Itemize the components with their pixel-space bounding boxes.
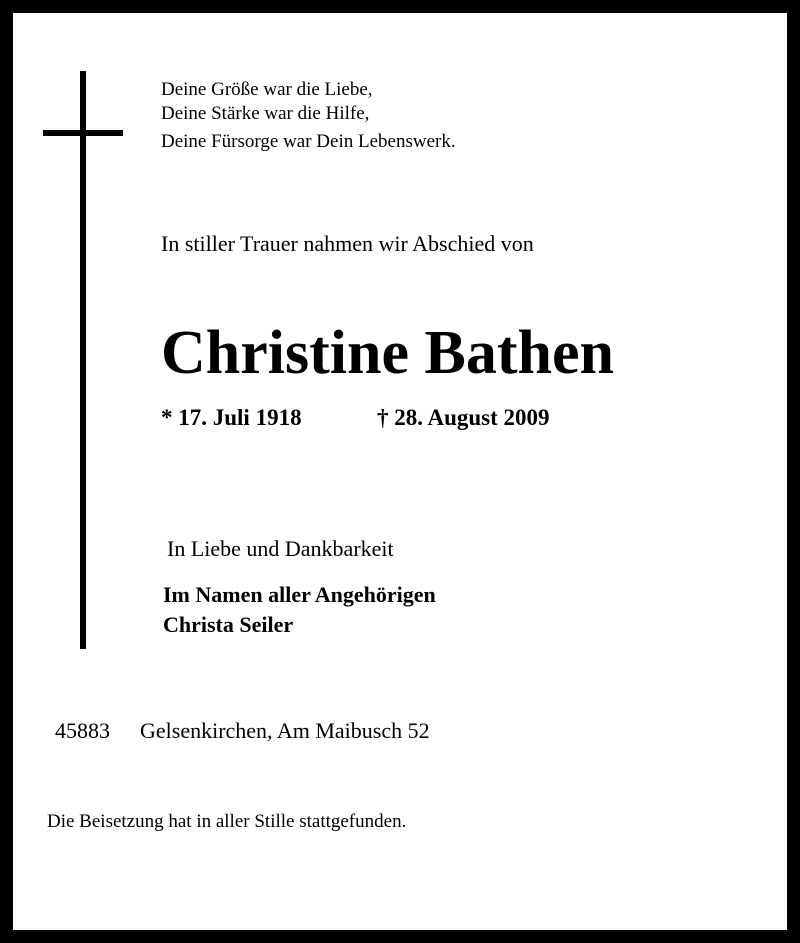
- cross-icon-bar: [43, 130, 123, 136]
- address-street: Gelsenkirchen, Am Maibusch 52: [140, 718, 430, 743]
- closing-text: In Liebe und Dankbarkeit: [167, 536, 394, 561]
- verse-line-2: Deine Stärke war die Hilfe,: [161, 103, 370, 124]
- cross-icon: [80, 71, 86, 649]
- burial-note: Die Beisetzung hat in aller Stille stattgefunden.: [47, 811, 407, 832]
- address-zip: 45883: [55, 718, 110, 743]
- deceased-name: Christine Bathen: [161, 319, 614, 387]
- signature-line-2: Christa Seiler: [163, 612, 294, 637]
- verse-line-3: Deine Fürsorge war Dein Lebenswerk.: [161, 131, 456, 152]
- verse-line-1: Deine Größe war die Liebe,: [161, 79, 373, 100]
- signature-line-1: Im Namen aller Angehörigen: [163, 582, 436, 607]
- death-date: † 28. August 2009: [377, 405, 550, 430]
- intro-text: In stiller Trauer nahmen wir Abschied von: [161, 231, 534, 256]
- birth-date: * 17. Juli 1918: [161, 405, 302, 430]
